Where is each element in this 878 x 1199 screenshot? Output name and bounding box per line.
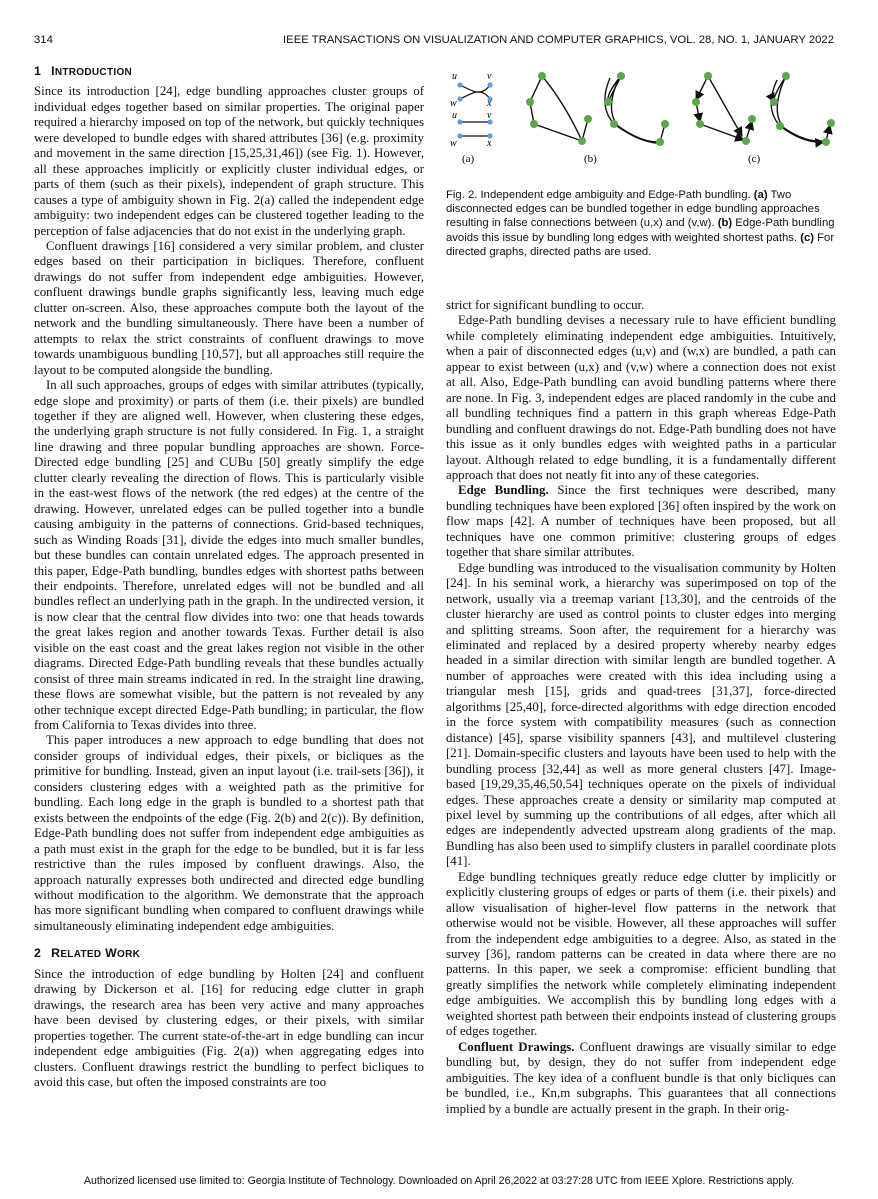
paragraph: strict for significant bundling to occur. (446, 298, 645, 312)
confluent-drawings-subheading: Confluent Drawings. (458, 1039, 575, 1054)
svg-text:x: x (487, 138, 492, 149)
figure-2 (446, 64, 846, 174)
svg-text:x: x (487, 98, 492, 109)
figure-2a-label: (a) (462, 153, 475, 165)
svg-text:w: w (450, 98, 457, 109)
svg-text:v: v (487, 110, 492, 121)
right-column (446, 298, 836, 1117)
figure-2c-directed (692, 72, 835, 165)
figure-2c-label: (c) (748, 153, 761, 165)
section-1-heading: 1 INTRODUCTION (34, 64, 133, 78)
svg-text:u: u (452, 71, 457, 82)
left-column (34, 64, 424, 1090)
section-2-heading: 2 RELATED WORK (34, 946, 141, 961)
svg-text:w: w (450, 138, 457, 149)
paragraph: This paper introduces a new approach to edge bundling that does not consider groups of individual edges, their pixels, or bicliques as the primitive for bundling. Instead, given an input layout (i.e. trail-sets [36]), it considers clustering edges with a weighted path as the primitive for bundling. Each long edge in the graph is bundled to a shortest path that exists between the endpoints of the edge (Fig. 2(b) and 2(c)). By definition, Edge-Path bundling does not suffer from independent edge ambiguities as a path must exist in the graph for the edge to be bundled, but it is far less restrictive than the rules imposed by confluent drawings. Also, the approach naturally expresses both undirected and directed edge bundling without modification to the algorithm. We demonstrate that the approach has more significant bundling when compared to confluent drawings while simultaneously eliminating independent edge ambiguities. (34, 733, 424, 933)
paragraph: In all such approaches, groups of edges with similar attributes (typically, edge slope and proximity) or parts of them (i.e. their pixels) are bundled together if they are aligned well. However, when clustering these edges, the underlying graph structure is not fully considered. In Fig. 1, a straight line drawing and three popular bundling approaches are shown. Force-Directed edge bundling [25] and CUBu [50] greatly simplify the edge clutter clearly revealing the direction of flows. This is particularly visible in the east-west flows of the network (the red edges) at the centre of the drawing. However, unrelated edges can be pulled together into a bundle causing ambiguity in the patterns of connections. Grid-based techniques, such as Winding Roads [31], divide the edges into much smaller bundles, but these bundles can contain unrelated edges. The approach presented in this paper, Edge-Path bundling, bundles edges with shortest paths between their endpoints. Therefore, unrelated edges will not be bundled and all bundles reflect an underlying path in the graph. In the undirected version, it is now clear that the central flow divides into two: one that heads towards the great lakes region and another towards Texas. Further detail is also visible on the east coast and the great lakes region not visible in the other diagrams. Directed Edge-Path bundling reveals that these bundles actually consist of three main streams indicated in red. In the straight line drawing, these flows are somewhat visible, but the pattern is not revealed by any other technique except directed Edge-Path bundling; in particular, the flow from California to Texas divides into three. (34, 378, 424, 733)
paragraph: Since the introduction of edge bundling by Holten [24] and confluent drawing by Dickerson et al. [16] for reducing edge clutter in graph drawings, the research area has been very active and many approaches have been devised by clustering edges, or their pixels, with similar properties together. The current state-of-the-art in edge bundling can incur independent edge ambiguities (Fig. 2(a)) when aggregating edges into clusters. Confluent drawings restrict the bundling to perfect bicliques to avoid this case, but often the imposed constraints are too (34, 966, 424, 1089)
svg-text:v: v (487, 71, 492, 82)
figure-2b-edgepath (526, 72, 669, 165)
figure-2a-ambiguity (450, 71, 493, 165)
paragraph: Edge bundling was introduced to the visualisation community by Holten [24]. In his seminal work, a hierarchy was superimposed on top of the network, usually via a treemap variant [13,30], and the centroids of the cluster hierarchy are used as control points to cluster edges into merging and splitting streams. Soon after, the requirement for a hierarchy was eliminated and replaced by a desired property whereby nearby edges headed in a similar direction with similar length are bundled together. A number of approaches were created with this idea including using a triangular mesh [15], grids and quad-trees [31,37], force-directed algorithms [25,40], force-directed algorithms with edge direction encoded in the force system with compatibility measures (such as connection distance) [45], sparse visibility spanners [43], and multilevel clustering [21]. Domain-specific clusters and layouts have been used to help with the bundling process [32,44] as well as more general clusters [47]. Image-based [19,29,35,46,50,54] techniques operate on the pixels of individual edges. These approaches create a density or similarity map computed at pixel level by summing up the contributions of all edges, after which all edges are independently advected upstream along gradients of the map. Bundling has also been used to simplify clusters in parallel coordinate plots [41]. (446, 560, 836, 869)
license-footer: Authorized licensed use limited to: Georgia Institute of Technology. Downloaded on April 26,2022 at 03:27:28 UTC from IEEE Xplore. Restrictions apply. (83, 1175, 795, 1187)
page-number: 314 (34, 34, 53, 46)
running-head: IEEE TRANSACTIONS ON VISUALIZATION AND COMPUTER GRAPHICS, VOL. 28, NO. 1, JANUARY 2022 (283, 34, 834, 46)
figure-2-caption: Fig. 2. Independent edge ambiguity and Edge-Path bundling. (a) Two disconnected edges can be bundled together in edge bundling approaches resulting in false connections between (u,x) and (v,w). (b) Edge-Path bundling avoids this issue by bundling long edges with weighted shortest paths. (c) For directed graphs, directed paths are used. (446, 189, 835, 258)
edge-bundling-subheading: Edge Bundling. (458, 483, 549, 498)
paragraph: Edge bundling techniques greatly reduce edge clutter by implicitly or explicitly clustering groups of edges or parts of them (i.e. their pixels) and allow visualisation of higher-level flow patterns in the network that otherwise would not be visible. However, all these approaches will suffer from the independent edge ambiguities to a degree. Also, as stated in the survey [36], random patterns can be created in data where there are no patterns. In this paper, we seek a compromise: efficient bundling that greatly simplifies the network while completely eliminating independent edge ambiguities. We accomplish this by bundling long edges with a weighted shortest path between their endpoints instead of clustering groups of edges together. (446, 869, 836, 1039)
figure-2b-label: (b) (584, 153, 597, 165)
paragraph: Confluent drawings [16] considered a very similar problem, and cluster edges based on their participation in bicliques. Therefore, confluent drawings do not suffer from independent edge ambiguities. However, confluent drawings bundle graphs significantly less, leaving much edge clutter on-screen. Also, these approaches compute both the layout of the network and the bundling simultaneously. There have been a number of attempts to relax the strict constraints of confluent drawings to move towards unambiguous bundling [10,57], but all approaches still require the layout to be computed alongside the bundling. (34, 238, 424, 377)
paragraph: Edge Bundling. Since the first techniques were described, many bundling techniques have been explored [36] often inspired by the work on flow maps [42]. A number of techniques have been proposed, but all techniques have one common primitive: clustering groups of edges together that share similar attributes. (446, 483, 836, 560)
svg-text:u: u (452, 110, 457, 121)
paragraph: Confluent Drawings. Confluent drawings are visually similar to edge bundling but, by design, they do not suffer from independent edge ambiguities. The key idea of a confluent bundle is that only bicliques can be bundled, i.e., Kn,m subgraphs. This guarantees that all connections implied by a bundle are actually present in the graph. In their orig- (446, 1039, 836, 1116)
paragraph: Edge-Path bundling devises a necessary rule to have efficient bundling while completely eliminating independent edge ambiguities. Intuitively, when a pair of disconnected edges (u,v) and (w,x) are bundled, a path can appear to exist between (u,x) and (v,w) where a connection does not exist at all. Also, Edge-Path bundling can avoid bundling patterns where there are none. In Fig. 3, independent edges are placed randomly in the cube and all bundling techniques find a pattern in this graph whereas Edge-Path bundling and confluent drawings do not. Edge-Path bundling does not have this issue as it only bundles edges with weighted paths in a particular layout. Although related to edge bundling, it is a fundamentally different approach that does not neatly fit into any of these categories. (446, 313, 836, 482)
paragraph: Since its introduction [24], edge bundling approaches cluster groups of individual edges together based on similar properties. The original paper required a hierarchy imposed on top of the network, but quickly techniques were developed to bundle edges with shared attributes [36] (e.g. proximity and movement in the same direction [15,25,31,46]) (see Fig. 1). However, all these approaches implicitly or explicitly cluster individual edges, or parts of them (such as their pixels), independent of graph structure. This causes a type of ambiguity shown in Fig. 2(a) called the independent edge ambiguity: two independent edges can be clustered together leading to the perception of false adjacencies that do not exist in the underlying graph. (34, 84, 424, 238)
